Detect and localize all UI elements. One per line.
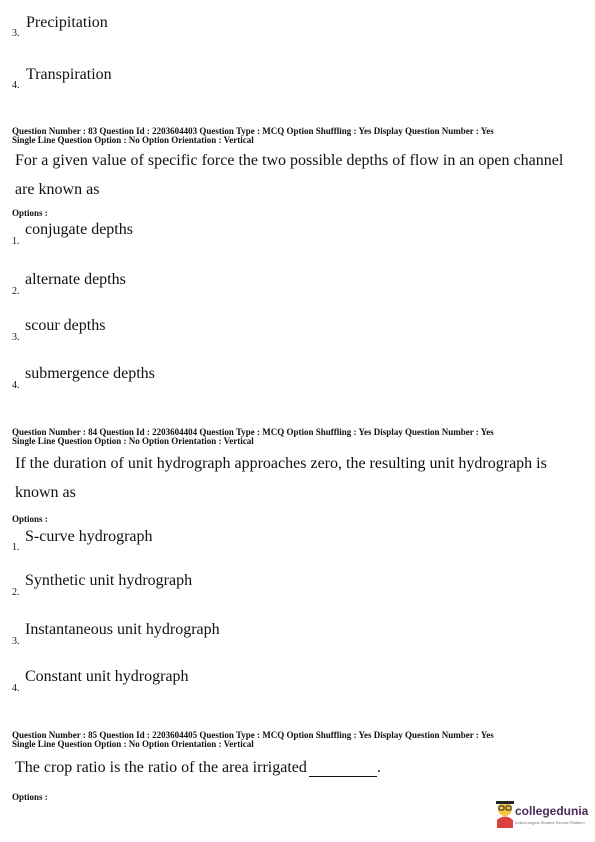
- option-text: scour depths: [25, 317, 106, 334]
- option-text: Synthetic unit hydrograph: [25, 572, 193, 589]
- option-number: 4.: [12, 80, 20, 91]
- logo-tagline: India's largest Student Review Platform: [515, 820, 585, 825]
- options-label: Options :: [12, 514, 48, 524]
- logo-name: collegedunia: [515, 804, 589, 818]
- question-meta-line: Question Number : 83 Question Id : 2203604403 Question Type : MCQ Option Shuffling : Yes Display Question Number : Yes: [12, 126, 494, 136]
- question-meta-line: Question Number : 84 Question Id : 2203604404 Question Type : MCQ Option Shuffling : Yes Display Question Number : Yes: [12, 427, 494, 437]
- question-meta-line: Single Line Question Option : No Option Orientation : Vertical: [12, 436, 254, 446]
- question-meta: [12, 127, 494, 145]
- option-number: 2.: [12, 286, 20, 297]
- option-text: alternate depths: [25, 271, 126, 288]
- options-label: Options :: [12, 792, 48, 802]
- option-number: 3.: [12, 636, 20, 647]
- option-number: 4.: [12, 683, 20, 694]
- question-text-end: .: [376, 759, 381, 776]
- collegedunia-logo: [494, 798, 590, 832]
- question-text: are known as: [15, 181, 100, 198]
- option-text: Instantaneous unit hydrograph: [25, 621, 220, 638]
- question-text-part: The crop ratio is the ratio of the area irrigated: [15, 759, 307, 776]
- option-text: S-curve hydrograph: [25, 528, 153, 545]
- question-meta-line: Question Number : 85 Question Id : 2203604405 Question Type : MCQ Option Shuffling : Yes Display Question Number : Yes: [12, 730, 494, 740]
- question-text: known as: [15, 484, 76, 501]
- option-text: Precipitation: [26, 14, 108, 31]
- option-number: 3.: [12, 332, 20, 343]
- mascot-icon: [494, 800, 516, 828]
- question-meta-line: Single Line Question Option : No Option Orientation : Vertical: [12, 135, 254, 145]
- option-text: conjugate depths: [25, 221, 133, 238]
- options-label: Options :: [12, 208, 48, 218]
- option-number: 1.: [12, 236, 20, 247]
- option-number: 3.: [12, 28, 20, 39]
- option-text: submergence depths: [25, 365, 155, 382]
- option-text: Constant unit hydrograph: [25, 668, 189, 685]
- option-number: 4.: [12, 380, 20, 391]
- question-meta-line: Single Line Question Option : No Option Orientation : Vertical: [12, 739, 254, 749]
- question-text: For a given value of specific force the two possible depths of flow in an open channel: [15, 152, 564, 169]
- question-text: If the duration of unit hydrograph approaches zero, the resulting unit hydrograph is: [15, 455, 547, 472]
- option-text: Transpiration: [26, 66, 112, 83]
- question-meta: [12, 731, 494, 749]
- question-meta: [12, 428, 494, 446]
- option-number: 2.: [12, 587, 20, 598]
- option-number: 1.: [12, 542, 20, 553]
- answer-blank: [309, 762, 377, 777]
- question-text: [15, 759, 381, 777]
